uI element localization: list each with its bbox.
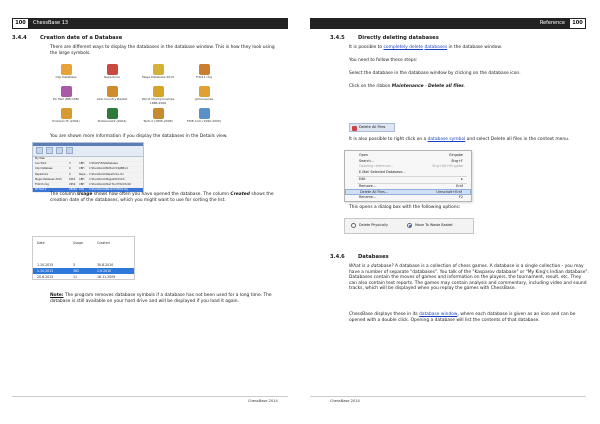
note-paragraph [50, 293, 282, 304]
radio-label: Delete Physically [359, 223, 388, 227]
sort-cell: 30.8.2010 [97, 263, 114, 267]
details-cell: 28999 [69, 188, 77, 192]
button-label: Delete All Files [359, 125, 386, 129]
database-icon-item[interactable] [46, 64, 86, 80]
text-run: in the database window. [447, 45, 502, 50]
section-number: 3.4.5 [330, 35, 345, 41]
icon-caption: Problemeb2 (2004) [97, 119, 127, 123]
right-click-paragraph [349, 137, 589, 143]
icon-caption: Aldo Country Basket [96, 97, 128, 101]
dialog-intro: This opens a dialog box with the following options: [349, 205, 461, 210]
details-cell: Repe... [79, 172, 88, 176]
menu-item-label: Rename... [359, 194, 377, 199]
icon-caption: Clip Database [55, 75, 77, 79]
sort-cell: 18.11.2009 [97, 275, 116, 279]
menu-item-shortcut: Eingabe [449, 153, 463, 157]
icon-caption: Frtz11.cbg [196, 75, 212, 79]
icon-caption: World Championships 1886-2006 [141, 97, 175, 105]
database-icon-grid [46, 64, 226, 132]
details-cell: Aux Plink [35, 162, 47, 166]
problem-icon [61, 108, 72, 119]
ribbon-button[interactable] [56, 147, 63, 154]
menu-item-label: Search... [359, 158, 374, 163]
database-window-paragraph [349, 312, 589, 323]
database-window-link[interactable]: database window [419, 312, 458, 317]
context-menu-item[interactable] [345, 170, 471, 176]
menu-item-shortcut: Umschalt+Entf [436, 190, 462, 194]
question-term: What is a database? [349, 264, 394, 269]
database-icon-item[interactable] [184, 108, 224, 124]
context-menu-item[interactable] [345, 195, 471, 201]
sort-cell: 20.6.2015 [37, 275, 54, 279]
database-icon-item[interactable] [184, 86, 224, 102]
completely-delete-link[interactable]: completely delete [383, 45, 424, 50]
delete-physically-radio[interactable] [351, 223, 356, 228]
menu-item-shortcut: F2 [458, 194, 463, 199]
jetnonsense-icon [199, 86, 210, 97]
details-cell: 2950 [69, 182, 76, 186]
menu-item-shortcut: ▸ [461, 176, 463, 181]
details-cell: Fritz13.cbg [35, 182, 49, 186]
sort-table-screenshot [32, 236, 135, 280]
sort-row[interactable] [33, 274, 134, 280]
usage-term: Usage [77, 192, 93, 197]
right-page [300, 0, 600, 424]
footer-rule [12, 396, 288, 397]
menu-item-label: E-Mail Selected Database... [359, 169, 406, 174]
text-run: , where each database is given as an icon and can be opened with a double click. Opening a database will list the contents of that database. [349, 312, 576, 323]
menu-item-label: Remove... [359, 183, 376, 188]
database-icon-item[interactable] [138, 64, 178, 80]
details-cell: Clip Database [35, 167, 53, 171]
text-run: Click on the ribbon [349, 84, 392, 89]
section-title: Creation date of a Database [40, 35, 123, 41]
delete-icon [352, 126, 357, 131]
ribbon-button[interactable] [66, 147, 73, 154]
text-run: - [423, 84, 429, 89]
details-cell: CBH [79, 182, 85, 186]
icon-caption: Repertoire [104, 75, 120, 79]
details-cell: CBH [79, 162, 85, 166]
database-icon-item[interactable] [138, 86, 178, 105]
repertoire-icon [107, 64, 118, 75]
column-header[interactable]: Date [37, 241, 45, 245]
details-cell: PC Test 2 [35, 188, 47, 192]
mega-database-icon [153, 64, 164, 75]
text-run: shows the creation date of the databases, which you might want to use for sorting the list. [50, 192, 274, 203]
ribbon-buttons [33, 146, 143, 157]
sort-cell: 11 [73, 275, 78, 279]
database-icon-item[interactable] [138, 108, 178, 124]
page-header [12, 18, 288, 29]
text-run: It is possible to [349, 45, 384, 50]
database-icon-item[interactable] [92, 86, 132, 102]
tactics-icon [153, 108, 164, 119]
icon-caption: Mega Database 2015 [141, 75, 175, 79]
delete-intro [349, 45, 589, 51]
basket-icon [107, 86, 118, 97]
column-header[interactable]: Created [97, 241, 110, 245]
ribbon-button[interactable] [36, 147, 43, 154]
details-cell: C:\Elok\Fritz\Databases [89, 162, 118, 166]
database-icon-item[interactable] [46, 108, 86, 124]
move-to-waste-basket-radio[interactable] [407, 223, 412, 228]
sort-cell: 3 [73, 263, 76, 267]
text-run: . [463, 84, 466, 89]
delete-all-files-term: Delete all files [428, 84, 464, 89]
text-run: A database is a collection of chess games. A database is a single collection - you may have a number of separate "databases". You talk of the "Kasparov database" or "My King's Indian database". Databases contain the moves of games and information on the players, the tournament, result, etc. They can also contain text reports. The games may contain analysis and commentary, including video and sound tracks, which will be displayed when you replay the games with ChessBase. [349, 264, 589, 292]
context-menu [344, 150, 472, 202]
section-number: 3.4.4 [12, 35, 27, 41]
icon-caption: Problem t5 (2004) [52, 119, 80, 123]
context-menu-item[interactable] [345, 177, 471, 183]
icon-caption: jetnonsense [194, 97, 214, 101]
delete-all-files-button[interactable] [349, 123, 395, 132]
sort-cell: 1.9.2010 [97, 269, 112, 273]
details-cell: CBH [79, 167, 85, 171]
details-cell: 0 [69, 172, 71, 176]
delete-options-dialog [344, 218, 474, 234]
icon-caption: Tacti-2 (1895-2008) [143, 119, 173, 123]
menu-item-shortcut: Strg+F [451, 158, 463, 163]
database-icon-item[interactable] [92, 108, 132, 124]
sort-cell: 1.10.2015 [37, 263, 54, 267]
database-symbol-link[interactable]: database symbol [427, 137, 466, 142]
step-ribbon [349, 84, 589, 90]
clip-database-icon [61, 64, 72, 75]
note-label: Note: [50, 293, 64, 298]
intro-paragraph: There are different ways to display the databases in the database window. This is how they look using the large symbols. [50, 45, 275, 56]
details-cell: 6161 [69, 177, 76, 181]
menu-item-shortcut: Strg+Alt+Eingabe [432, 164, 463, 168]
step-select: Select the database in the database window by clicking on the database icon. [349, 71, 521, 76]
menu-item-label: Opening reference... [359, 164, 394, 168]
fritz-icon [199, 64, 210, 75]
icon-caption: PC Test (MB-USB) [53, 97, 79, 101]
footer-rule [310, 396, 586, 397]
sort-cell: 1.10.2015 [37, 269, 54, 273]
details-list [33, 157, 143, 193]
details-cell: C:\Handbook\Bottom\ClipBB\x1 [89, 167, 129, 171]
databases-paragraph [349, 264, 589, 292]
maintenance-term: Maintenance [391, 84, 424, 89]
details-cell: My Web [35, 157, 45, 160]
details-cell: Repertoire [35, 172, 49, 176]
sort-cell: 362 [73, 269, 80, 273]
created-term: Created [230, 192, 250, 197]
menu-item-shortcut: Entf [456, 183, 463, 188]
icon-caption: FIDE Arch (1990-2005) [186, 119, 222, 123]
text-run: The column [50, 192, 78, 197]
details-cell: 0 [69, 167, 71, 171]
page-number: 100 [569, 18, 586, 29]
database-icon-item[interactable] [184, 64, 224, 80]
text-run: It is also possible to right click on a [349, 137, 428, 142]
page-header [310, 18, 586, 29]
text-run: shows how often you have opened the database. The column [92, 192, 231, 197]
details-cell: CTG [79, 188, 85, 192]
header-title: Reference [539, 20, 565, 26]
details-cell: C:\Handbook\Bank13 PCG2.ctg [89, 188, 128, 192]
details-cell: C:\Handbook\Repertoire.cbl [89, 172, 124, 176]
page-number: 100 [12, 18, 29, 29]
ribbon-button[interactable] [46, 147, 53, 154]
databases-link[interactable]: databases [424, 45, 448, 50]
details-cell: C:\Handbook\Mega2015\cbh [89, 177, 125, 181]
text-run: ChessBase displays these in its [349, 312, 420, 317]
details-cell: Mega Database 2015 [35, 177, 62, 181]
world-championships-icon [153, 86, 164, 97]
footer-text: ChessBase 2014 [248, 399, 278, 403]
fide-arch-icon [199, 108, 210, 119]
problemeb-icon [107, 108, 118, 119]
details-view-screenshot [32, 142, 144, 192]
radio-label: Move To Waste Basket [415, 223, 453, 227]
column-paragraph [50, 192, 282, 203]
menu-item-label: Delete All Files... [360, 190, 389, 194]
section-number: 3.4.6 [330, 254, 345, 260]
footer-text: ChessBase 2014 [330, 399, 360, 403]
section-title: Databases [358, 254, 389, 260]
details-cell: CBH [79, 177, 85, 181]
header-title: ChessBase 13 [33, 20, 69, 26]
menu-item-label: Open [359, 153, 369, 157]
note-text: The program removes database symbols if a database has not been used for a long time. The database is still available on your hard drive and will be displayed if you load it again. [50, 293, 272, 304]
text-run: and select Delete all files in the context menu. [465, 137, 570, 142]
section-title: Directly deleting databases [358, 35, 439, 41]
details-paragraph: You are shown more information if you display the databases in the Details view. [50, 134, 228, 139]
database-icon-item[interactable] [46, 86, 86, 102]
column-header[interactable]: Usage [73, 241, 83, 245]
pc-test-icon [61, 86, 72, 97]
database-icon-item[interactable] [92, 64, 132, 80]
steps-intro: You need to follow these steps: [349, 58, 418, 63]
details-cell: C:\Handbook\Test Tool Fritz13\cbh [89, 182, 132, 186]
menu-item-label: Edit [359, 176, 366, 181]
details-cell: 3 [69, 162, 71, 166]
